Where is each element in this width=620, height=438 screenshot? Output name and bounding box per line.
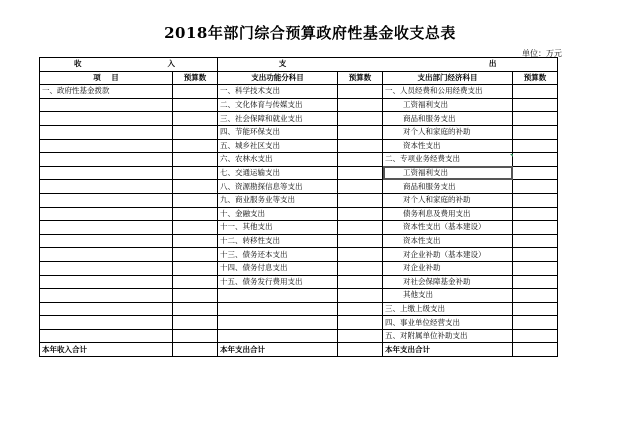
func-budget-cell[interactable] [338,153,383,167]
func-budget-cell[interactable] [338,261,383,275]
table-row [40,302,558,316]
func-subject-cell[interactable]: 四、节能环保支出 [218,125,338,139]
table-row [40,125,558,139]
econ-budget-cell[interactable] [513,234,558,248]
func-budget-cell[interactable] [338,180,383,194]
table-row [40,289,558,303]
table-row [40,261,558,275]
income-budget-cell[interactable] [173,329,218,343]
func-subject-cell[interactable]: 十四、债务付息支出 [218,261,338,275]
econ-budget-cell[interactable] [513,261,558,275]
func-budget-cell[interactable] [338,289,383,303]
econ-budget-cell[interactable] [513,207,558,221]
income-budget-cell[interactable] [173,302,218,316]
func-subject-cell[interactable]: 三、社会保障和就业支出 [218,112,338,126]
econ-budget-cell[interactable] [513,221,558,235]
func-budget-cell[interactable] [338,139,383,153]
func-budget-cell[interactable] [338,85,383,99]
cell-comment-indicator [510,154,513,157]
income-item-cell[interactable] [40,302,173,316]
func-budget-cell[interactable] [338,98,383,112]
table-row [40,221,558,235]
econ-budget-cell[interactable] [513,85,558,99]
col-header-budget-2[interactable]: 预算数 [338,71,383,85]
func-budget-cell[interactable] [338,302,383,316]
func-budget-cell[interactable] [338,125,383,139]
econ-budget-cell[interactable] [513,289,558,303]
econ-subject-cell[interactable]: 对企业补助（基本建设） [383,248,513,262]
income-budget-cell[interactable] [173,85,218,99]
econ-subject-cell[interactable]: 对社会保障基金补助 [383,275,513,289]
table-row [40,316,558,330]
econ-budget-cell[interactable] [513,329,558,343]
expense-header-cell[interactable] [218,58,558,72]
unit-label: 单位：万元 [522,49,562,58]
func-budget-cell[interactable] [338,193,383,207]
func-subject-cell[interactable]: 十五、债务发行费用支出 [218,275,338,289]
income-item-cell[interactable] [40,275,173,289]
econ-budget-cell[interactable] [513,98,558,112]
expense-header-left: 支 [278,59,287,69]
econ-budget-cell[interactable] [513,139,558,153]
econ-budget-cell[interactable] [513,125,558,139]
income-budget-cell[interactable] [173,98,218,112]
income-budget-cell[interactable] [173,316,218,330]
income-budget-cell[interactable] [173,261,218,275]
econ-subject-cell[interactable]: 二、专项业务经费支出 [383,153,513,167]
budget-table [39,57,558,357]
income-item-cell[interactable] [40,221,173,235]
page-title: 2018年部门综合预算政府性基金收支总表 [164,24,456,42]
func-subject-cell[interactable]: 二、文化体育与传媒支出 [218,98,338,112]
func-budget-cell[interactable] [338,275,383,289]
econ-subject-cell[interactable]: 其他支出 [383,289,513,303]
income-item-cell[interactable] [40,261,173,275]
econ-subject-cell[interactable]: 工资福利支出 [383,98,513,112]
table-row [40,180,558,194]
income-item-cell[interactable] [40,207,173,221]
func-subject-cell[interactable]: 七、交通运输支出 [218,166,338,180]
income-header-right: 入 [167,59,175,69]
econ-subject-cell[interactable]: 五、对附属单位补助支出 [383,329,513,343]
income-item-cell[interactable] [40,234,173,248]
econ-budget-cell[interactable] [513,248,558,262]
income-item-cell[interactable] [40,316,173,330]
func-subject-cell[interactable]: 六、农林水支出 [218,153,338,167]
func-subject-cell[interactable]: 九、商业服务业等支出 [218,193,338,207]
func-subject-cell[interactable] [218,316,338,330]
table-row [40,193,558,207]
income-header-cell[interactable] [40,58,218,72]
income-budget-cell[interactable] [173,193,218,207]
table-row [40,248,558,262]
col-header-budget-1[interactable]: 预算数 [173,71,218,85]
func-subject-cell[interactable]: 八、资源勘探信息等支出 [218,180,338,194]
income-budget-cell[interactable] [173,207,218,221]
func-subject-cell[interactable] [218,302,338,316]
econ-subject-cell[interactable]: 对企业补助 [383,261,513,275]
income-item-cell[interactable] [40,166,173,180]
econ-budget-cell[interactable] [513,193,558,207]
func-subject-cell[interactable]: 一、科学技术支出 [218,85,338,99]
econ-subject-cell[interactable]: 商品和服务支出 [383,112,513,126]
econ-budget-cell[interactable] [513,180,558,194]
table-body [40,58,558,357]
expense-total-label[interactable]: 本年支出合计 [218,343,338,357]
econ-subject-cell[interactable]: 资本性支出 [383,234,513,248]
income-item-cell[interactable] [40,289,173,303]
income-budget-cell[interactable] [173,289,218,303]
econ-subject-cell[interactable]: 一、人员经费和公用经费支出 [383,85,513,99]
econ-subject-cell[interactable]: 资本性支出 [383,139,513,153]
econ-subject-cell[interactable]: 对个人和家庭的补助 [383,193,513,207]
table-row [40,98,558,112]
func-budget-cell[interactable] [338,166,383,180]
econ-budget-cell[interactable] [513,275,558,289]
table-row [40,112,558,126]
func-budget-cell[interactable] [338,316,383,330]
table-row [40,207,558,221]
econ-subject-cell[interactable]: 商品和服务支出 [383,180,513,194]
income-total-label[interactable]: 本年收入合计 [40,343,173,357]
func-subject-cell[interactable]: 十二、转移性支出 [218,234,338,248]
econ-budget-cell[interactable] [513,166,558,180]
econ-total-value[interactable] [513,343,558,357]
econ-subject-cell[interactable]: 三、上缴上级支出 [383,302,513,316]
income-item-cell[interactable] [40,112,173,126]
income-item-cell[interactable] [40,180,173,194]
econ-subject-cell[interactable]: 对个人和家庭的补助 [383,125,513,139]
func-budget-cell[interactable] [338,221,383,235]
func-subject-cell[interactable]: 十一、其他支出 [218,221,338,235]
func-subject-cell[interactable] [218,329,338,343]
header-row-2 [40,71,558,85]
table-row [40,139,558,153]
income-item-cell[interactable] [40,193,173,207]
income-header-left: 收 [74,59,82,69]
func-budget-cell[interactable] [338,112,383,126]
income-budget-cell[interactable] [173,112,218,126]
col-header-func-subject[interactable]: 支出功能分科目 [218,71,338,85]
func-subject-cell[interactable] [218,289,338,303]
income-budget-cell[interactable] [173,248,218,262]
col-header-budget-3[interactable]: 预算数 [513,71,558,85]
econ-subject-cell[interactable]: 四、事业单位经营支出 [383,316,513,330]
func-subject-cell[interactable]: 十、金融支出 [218,207,338,221]
income-budget-cell[interactable] [173,125,218,139]
income-budget-cell[interactable] [173,180,218,194]
income-item-cell[interactable] [40,153,173,167]
income-item-cell[interactable] [40,329,173,343]
expense-total-value[interactable] [338,343,383,357]
func-budget-cell[interactable] [338,329,383,343]
income-item-cell[interactable] [40,248,173,262]
table-row [40,85,558,99]
col-header-item[interactable]: 项 目 [40,71,173,85]
table-row [40,166,558,180]
header-row-1 [40,58,558,72]
income-budget-cell[interactable] [173,139,218,153]
col-header-econ-subject[interactable]: 支出部门经济科目 [383,71,513,85]
func-budget-cell[interactable] [338,234,383,248]
func-budget-cell[interactable] [338,207,383,221]
econ-subject-cell[interactable]: 资本性支出（基本建设） [383,221,513,235]
totals-row [40,343,558,357]
func-subject-cell[interactable]: 十三、债务还本支出 [218,248,338,262]
income-budget-cell[interactable] [173,275,218,289]
econ-budget-cell[interactable] [513,153,558,167]
func-subject-cell[interactable]: 五、城乡社区支出 [218,139,338,153]
econ-subject-cell[interactable]: 债务利息及费用支出 [383,207,513,221]
econ-total-label[interactable]: 本年支出合计 [383,343,513,357]
income-item-cell[interactable] [40,98,173,112]
income-budget-cell[interactable] [173,221,218,235]
econ-budget-cell[interactable] [513,302,558,316]
table-row [40,153,558,167]
econ-budget-cell[interactable] [513,316,558,330]
income-budget-cell[interactable] [173,153,218,167]
income-item-cell[interactable]: 一、政府性基金拨款 [40,85,173,99]
income-budget-cell[interactable] [173,166,218,180]
func-budget-cell[interactable] [338,248,383,262]
table-row [40,234,558,248]
expense-header-right: 出 [488,59,497,69]
income-total-value[interactable] [173,343,218,357]
income-item-cell[interactable] [40,125,173,139]
table-row [40,275,558,289]
table-row [40,329,558,343]
econ-budget-cell[interactable] [513,112,558,126]
econ-subject-cell[interactable]: 工资福利支出 [383,166,513,180]
income-item-cell[interactable] [40,139,173,153]
income-budget-cell[interactable] [173,234,218,248]
